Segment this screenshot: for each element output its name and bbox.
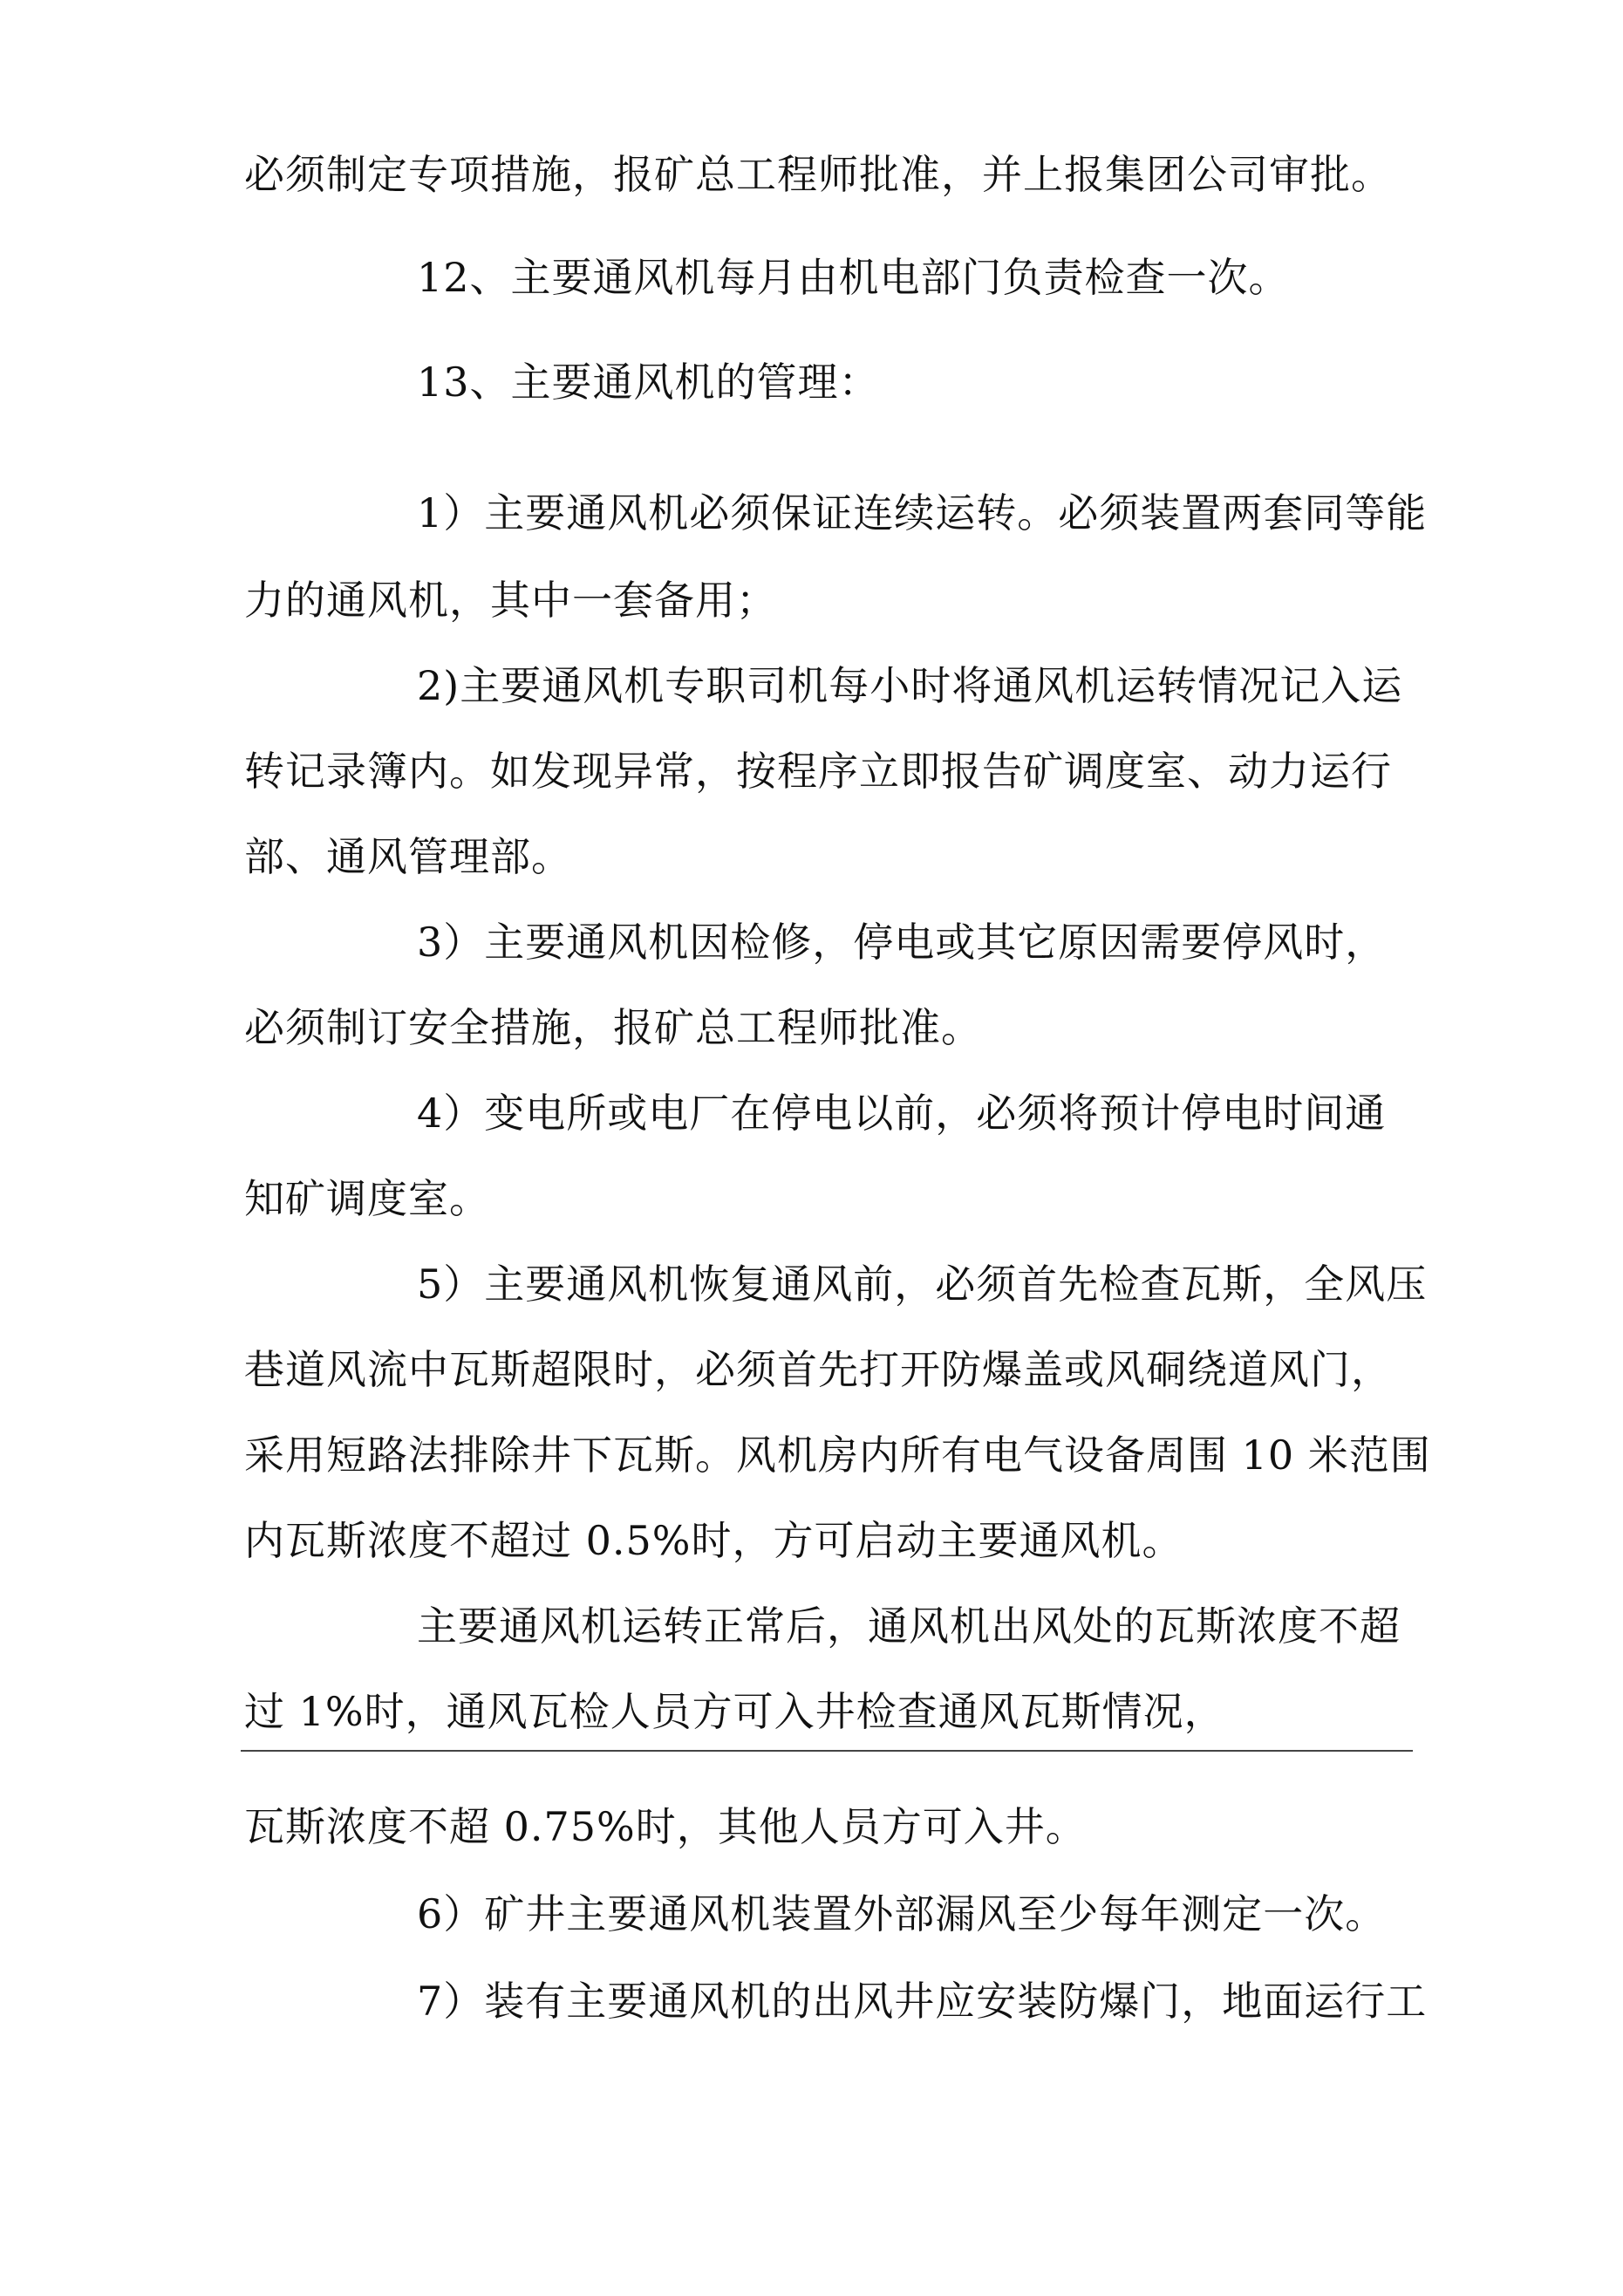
text-line: 主要通风机运转正常后，通风机出风处的瓦斯浓度不超 xyxy=(417,1602,1401,1650)
text-line: 7）装有主要通风机的出风井应安装防爆门，地面运行工 xyxy=(417,1978,1428,2025)
text-line: 3）主要通风机因检修，停电或其它原因需要停风时， xyxy=(417,919,1387,966)
text-line: 13、主要通风机的管理： xyxy=(417,359,880,406)
text-line: 1）主要通风机必须保证连续运转。必须装置两套同等能 xyxy=(417,489,1428,536)
text-line: 转记录簿内。如发现异常，按程序立即报告矿调度室、动力运行 xyxy=(244,748,1392,795)
text-line: 内瓦斯浓度不超过 0.5%时，方可启动主要通风机。 xyxy=(244,1517,1183,1564)
text-line: 瓦斯浓度不超 0.75%时，其他人员方可入井。 xyxy=(244,1803,1087,1850)
text-line: 知矿调度室。 xyxy=(244,1175,490,1222)
text-line: 过 1%时，通风瓦检人员方可入井检查通风瓦斯情况， xyxy=(244,1688,1225,1735)
text-line: 5）主要通风机恢复通风前，必须首先检查瓦斯，全风压 xyxy=(417,1261,1428,1308)
text-line: 部、通风管理部。 xyxy=(244,833,572,880)
text-line: 12、主要通风机每月由机电部门负责检查一次。 xyxy=(417,254,1290,301)
text-line: 6）矿井主要通风机装置外部漏风至少每年测定一次。 xyxy=(417,1890,1387,1937)
text-line: 采用短路法排除井下瓦斯。风机房内所有电气设备周围 10 米范围 xyxy=(244,1432,1431,1479)
text-line: 力的通风机，其中一套备用； xyxy=(244,577,777,624)
text-line: 必须制订安全措施，报矿总工程师批准。 xyxy=(244,1004,982,1051)
text-line: 2)主要通风机专职司机每小时将通风机运转情况记入运 xyxy=(417,662,1403,709)
text-line: 巷道风流中瓦斯超限时，必须首先打开防爆盖或风硐绕道风门， xyxy=(244,1346,1392,1393)
text-line: 4）变电所或电厂在停电以前，必须将预计停电时间通 xyxy=(417,1090,1387,1137)
section-divider xyxy=(241,1750,1413,1752)
text-line: 必须制定专项措施，报矿总工程师批准，并上报集团公司审批。 xyxy=(244,151,1392,198)
